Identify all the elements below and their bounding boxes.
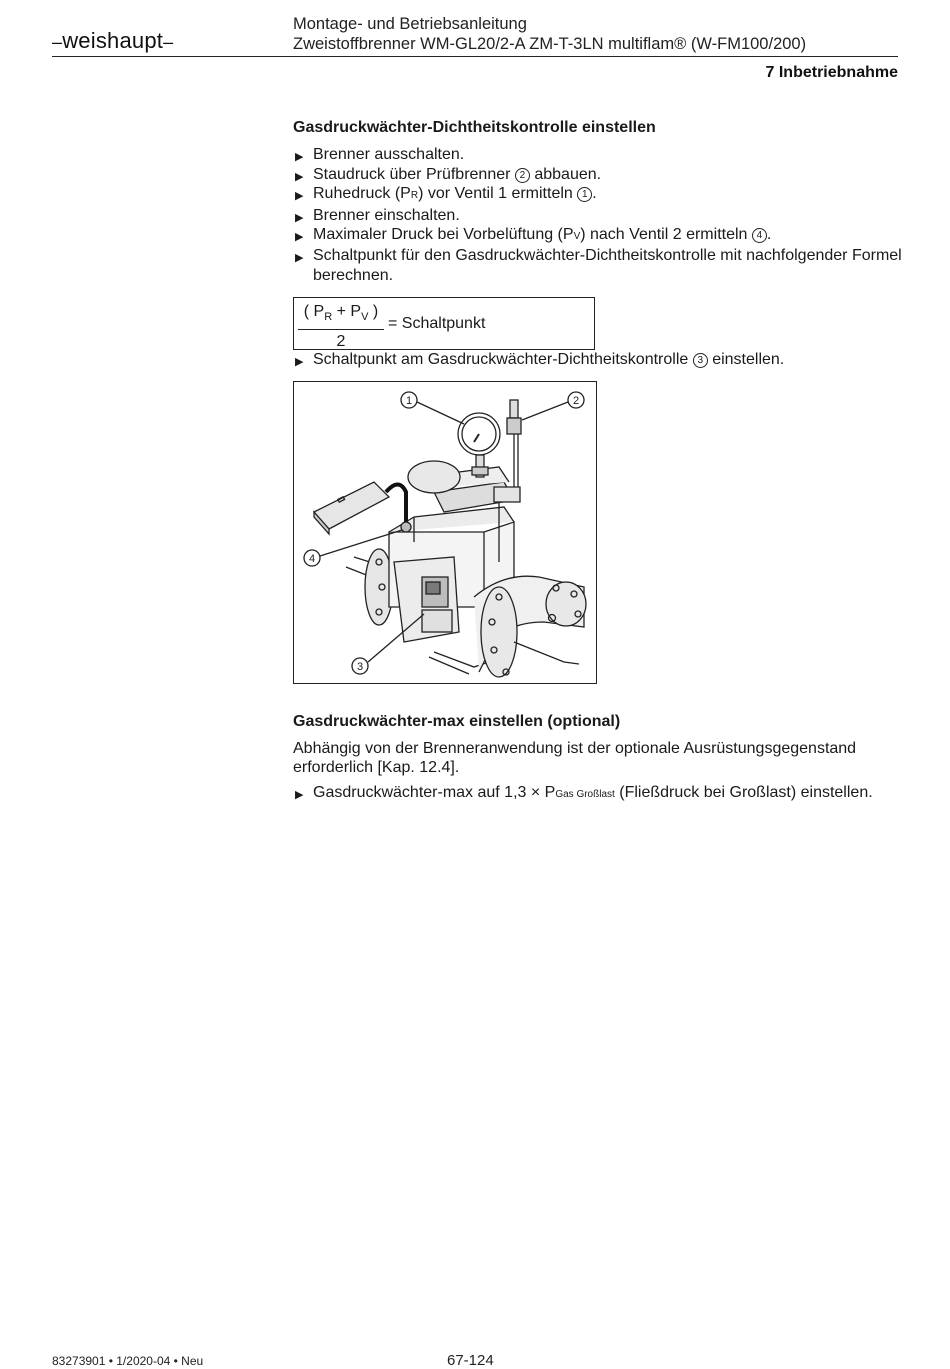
bullet-icon: ▶ (295, 170, 304, 183)
list-item: ▶ Staudruck über Prüfbrenner 2 abbauen. (293, 165, 903, 184)
gas-valve-drawing (294, 382, 596, 683)
bullet-icon: ▶ (295, 252, 304, 265)
brand-logo: –weishaupt– (52, 28, 174, 53)
title-line-1: Montage- und Betriebsanleitung (293, 15, 527, 33)
bullet-icon: ▶ (295, 190, 304, 203)
page-number: 67-124 (447, 1352, 494, 1369)
section-heading-max: Gasdruckwächter-max einstellen (optional) (293, 712, 621, 730)
callout-4-label: 4 (308, 552, 316, 565)
bullet-icon: ▶ (295, 231, 304, 244)
callout-ref: 1 (577, 187, 592, 202)
title-line-2: Zweistoffbrenner WM-GL20/2-A ZM-T-3LN multiflam® (W-FM100/200) (293, 35, 807, 53)
list-item: ▶ Schaltpunkt am Gasdruckwächter-Dichtheitskontrolle 3 einstellen. (293, 350, 903, 369)
list-item: ▶ Schaltpunkt für den Gasdruckwächter-Dichtheitskontrolle mit nachfolgender Formel berechnen. (295, 247, 902, 284)
header-rule (52, 56, 898, 57)
step-list (293, 145, 903, 285)
callout-1-label: 1 (405, 394, 413, 407)
formula-fraction (298, 302, 384, 351)
step-list-2 (293, 350, 903, 369)
list-item: ▶ Maximaler Druck bei Vorbelüftung (PV) nach Ventil 2 ermitteln 4 . (293, 225, 903, 246)
bullet-icon: ▶ (295, 356, 304, 369)
valve-illustration (293, 381, 597, 684)
formula-result: = Schaltpunkt (388, 315, 486, 333)
main-content (293, 118, 903, 804)
section-heading-leak-test: Gasdruckwächter-Dichtheitskontrolle einstellen (293, 119, 656, 136)
callout-ref: 3 (693, 353, 708, 368)
callout-3-label: 3 (356, 660, 364, 673)
bullet-icon: ▶ (295, 788, 304, 801)
callout-2-label: 2 (572, 394, 580, 407)
formula-numerator: ( $P_R + P_V$ ) (298, 302, 384, 330)
callout-ref: 2 (515, 168, 530, 183)
chapter-title: 7 Inbetriebnahme (765, 64, 898, 81)
document-title (293, 14, 806, 54)
formula-box (293, 297, 595, 350)
list-item: ▶ Gasdruckwächter-max auf 1,3 × PGas Großlast (Fließdruck bei Großlast) einstellen. (293, 783, 903, 804)
formula-denominator: 2 (336, 332, 346, 350)
list-item: ▶ Brenner ausschalten. (293, 145, 903, 164)
list-item: ▶ Brenner einschalten. (293, 206, 903, 225)
callout-ref: 4 (752, 228, 767, 243)
paragraph-requirement: Abhängig von der Brenneranwendung ist der optionale Ausrüstungsgegenstand erforderlich [Kap. 12.4]. (293, 740, 857, 777)
document-number: 83273901 • 1/2020-04 • Neu (52, 1354, 204, 1368)
bullet-icon: ▶ (295, 151, 304, 164)
list-item: ▶ Ruhedruck (PR) vor Ventil 1 ermitteln 1 . (293, 184, 903, 205)
bullet-icon: ▶ (295, 211, 304, 224)
step-list-3 (293, 783, 903, 804)
